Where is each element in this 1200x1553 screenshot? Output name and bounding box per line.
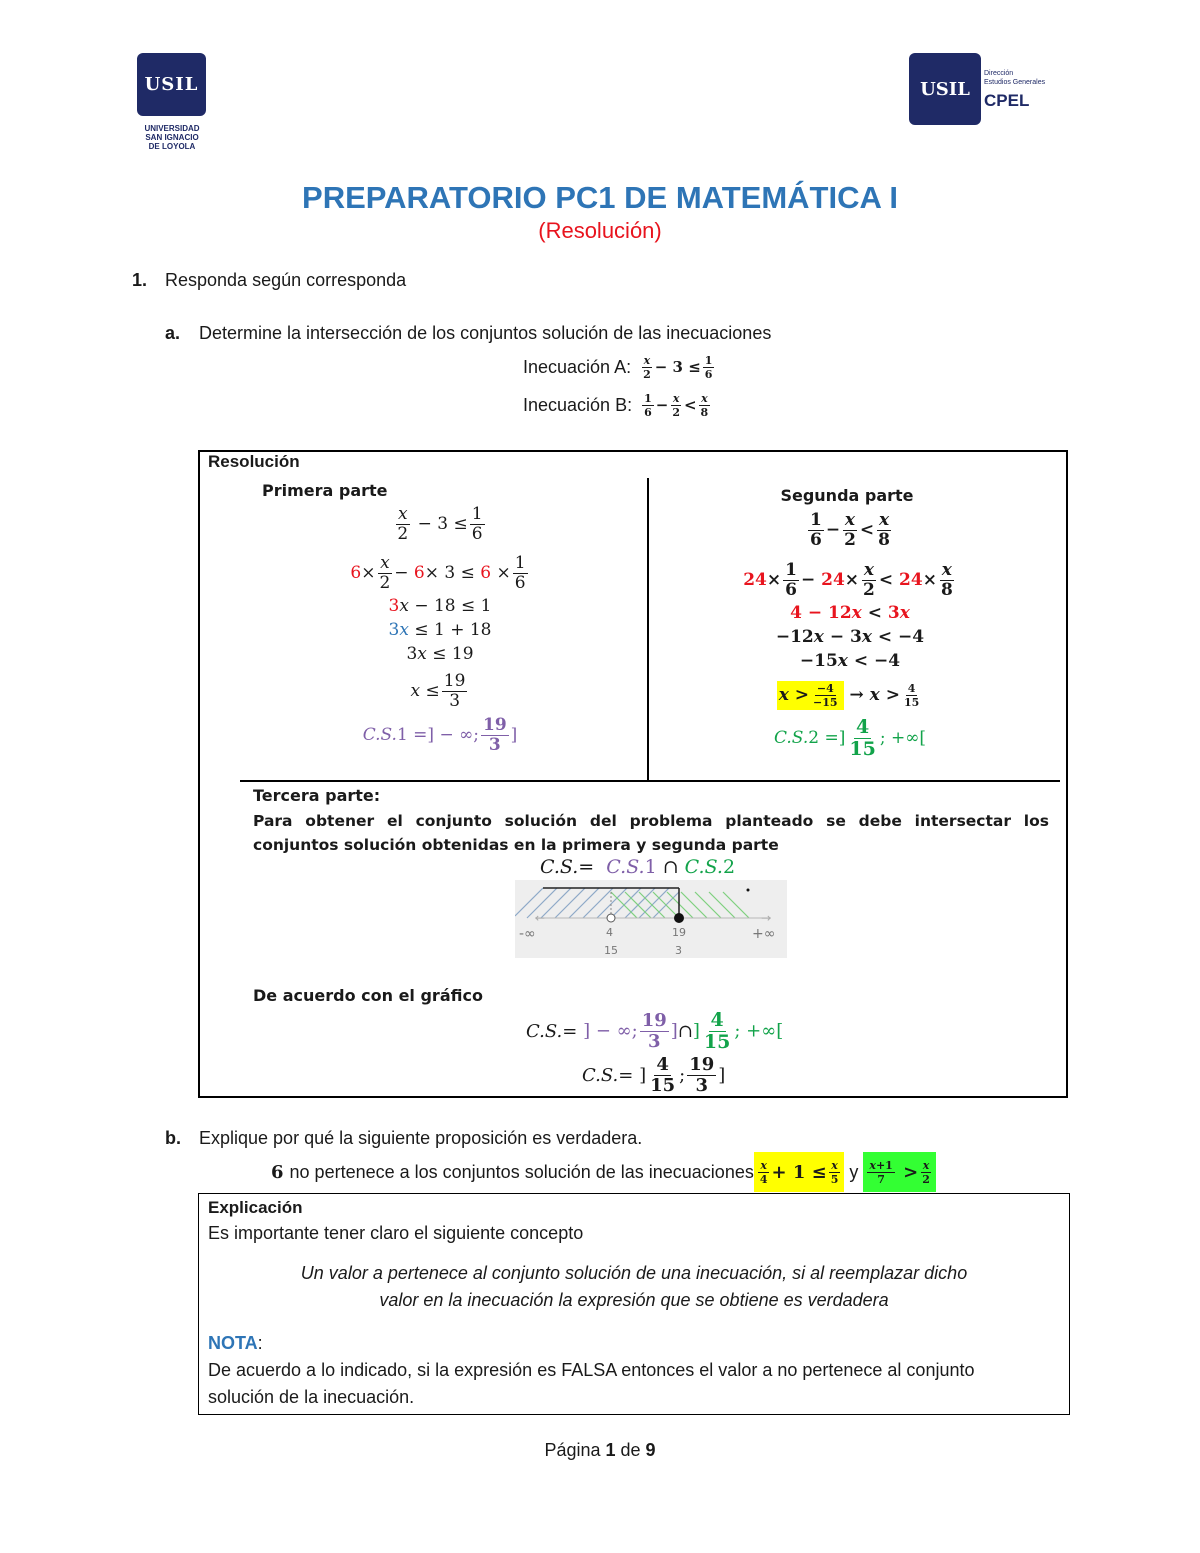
tick-19-3-num: 19	[672, 926, 686, 939]
question-text: Responda según corresponda	[165, 270, 407, 290]
footer-mid: de	[615, 1440, 646, 1460]
resolution-title: Resolución	[208, 452, 300, 471]
usil-logo-left	[137, 53, 206, 116]
third-part-title: Tercera parte:	[253, 786, 381, 805]
footer-prefix: Página	[544, 1440, 606, 1460]
part-b-text: Explique por qué la siguiente proposición es verdadera.	[199, 1128, 643, 1148]
page-subtitle: (Resolución)	[538, 218, 662, 243]
logo-caption-line: UNIVERSIDAD	[144, 124, 200, 133]
cpel-logo-right	[909, 53, 1069, 125]
dot-marker	[747, 889, 750, 892]
part-b-letter: b.	[165, 1128, 181, 1148]
pos-infinity-label: +∞	[752, 926, 776, 942]
note-colon: :	[257, 1333, 263, 1353]
concept-line-2: valor en la inecuación la expresión que se obtiene es verdadera	[379, 1290, 889, 1310]
inequation-2-highlight: $\frac{x+1}{7}$ > $\frac{x}{2}$	[863, 1152, 935, 1192]
part-b-statement	[271, 1152, 936, 1192]
footer-page: 1	[605, 1440, 616, 1460]
number-line-graph	[515, 880, 787, 958]
tick-4-15-num: 4	[606, 926, 613, 939]
inequation-a: Inecuación A: $\frac{x}{2}$ − 3 ≤ $\frac{1}{6}$	[523, 353, 713, 381]
conclusion-intersection: C.S. = ] − ∞; $\frac{19}{3}$ ] ∩ ] $\frac{4}{15}$ ; +∞[	[526, 1008, 784, 1053]
logo-brand: CPEL	[984, 91, 1030, 110]
section-divider	[240, 780, 1060, 782]
statement-text: no pertenece a los conjuntos solución de las inecuaciones	[289, 1161, 754, 1182]
explanation-intro: Es importante tener claro el siguiente concepto	[208, 1223, 584, 1243]
second-part-steps: $\frac{1}{6}$ − $\frac{x}{2}$ < $\frac{x}{8}$ 24 × $\frac{1}{6}$ − 24 × $\frac{x}{2}$ < 24 × $\frac{x}{8}$ 4 − 12x < 3x −12x − 3x < −4 −15x < −4 x > $\frac{-4}{-15}$ → x > $\frac{4}{15}$ C.S. 2 =] $\frac{4}{15}$ ; +∞[	[743, 509, 953, 760]
first-part-steps: $\frac{x}{2}$ − 3 ≤ $\frac{1}{6}$ 6 × $\frac{x}{2}$ − 6 × 3 ≤ 6 × $\frac{1}{6}$ 3x − 18 ≤ 1 3x ≤ 1 + 18 3x ≤ 19 x ≤ $\frac{19}{3}$ C.S. 1 =] − ∞; $\frac{19}{3}$ ]	[350, 503, 526, 755]
open-point-4-15	[607, 914, 615, 922]
footer-total: 9	[645, 1440, 656, 1460]
inequation-b-label: Inecuación B:	[523, 394, 633, 415]
tick-4-15-den: 15	[604, 944, 618, 957]
closed-point-19-3	[674, 913, 684, 923]
right-arrow-icon: →	[761, 911, 772, 925]
conclusion-title: De acuerdo con el gráfico	[253, 986, 483, 1005]
logo-caption	[130, 124, 214, 151]
inequation-1-highlight: $\frac{x}{4}$ + 1 ≤ $\frac{x}{5}$	[754, 1152, 845, 1192]
first-part-title: Primera parte	[262, 481, 388, 500]
part-a-text: Determine la intersección de los conjuntos solución de las inecuaciones	[199, 323, 772, 343]
logo-mark: USIL	[920, 78, 970, 100]
page-title: PREPARATORIO PC1 DE MATEMÁTICA I	[302, 180, 898, 215]
inequation-b: Inecuación B: $\frac{1}{6}$ − $\frac{x}{2}$ < $\frac{x}{8}$	[523, 391, 709, 419]
left-arrow-icon: ←	[535, 911, 546, 925]
note-label-row	[208, 1333, 263, 1354]
page-footer	[0, 1440, 1200, 1461]
third-part-text: Para obtener el conjunto solución del problema planteado se debe intersectar los conjuntos solución obtenidas en la primera y segunda parte	[253, 812, 1049, 854]
logo-caption-line: SAN IGNACIO	[145, 133, 199, 142]
explanation-title: Explicación	[208, 1198, 303, 1217]
concept-line-1: Un valor a pertenece al conjunto solución de una inecuación, si al reemplazar dicho	[300, 1263, 968, 1283]
inequation-a-label: Inecuación A:	[523, 356, 632, 377]
logo-small-line: Estudios Generales	[984, 79, 1046, 86]
logo-small-line: Dirección	[984, 70, 1014, 77]
note-label: NOTA	[208, 1333, 258, 1353]
neg-infinity-label: -∞	[519, 926, 536, 942]
statement-number: 6	[271, 1161, 284, 1183]
column-divider	[647, 478, 649, 780]
usil-logo-mark	[909, 53, 981, 125]
tick-19-3-den: 3	[675, 944, 682, 957]
intersection-formula: C.S.= C.S.1 ∩ C.S.2	[540, 856, 736, 878]
second-part-title: Segunda parte	[780, 486, 914, 505]
logo-mark: USIL	[144, 74, 199, 95]
statement-connector: y	[849, 1161, 859, 1182]
question-number: 1.	[132, 270, 148, 290]
part-a-letter: a.	[165, 323, 181, 343]
final-solution: C.S. = ] $\frac{4}{15}$ ; $\frac{19}{3}$ ]	[582, 1053, 726, 1096]
note-line-2: solución de la inecuación.	[208, 1387, 415, 1407]
note-line-1: De acuerdo a lo indicado, si la expresión es FALSA entonces el valor a no pertenece al conjunto	[208, 1360, 975, 1380]
logo-caption-line: DE LOYOLA	[148, 142, 196, 151]
